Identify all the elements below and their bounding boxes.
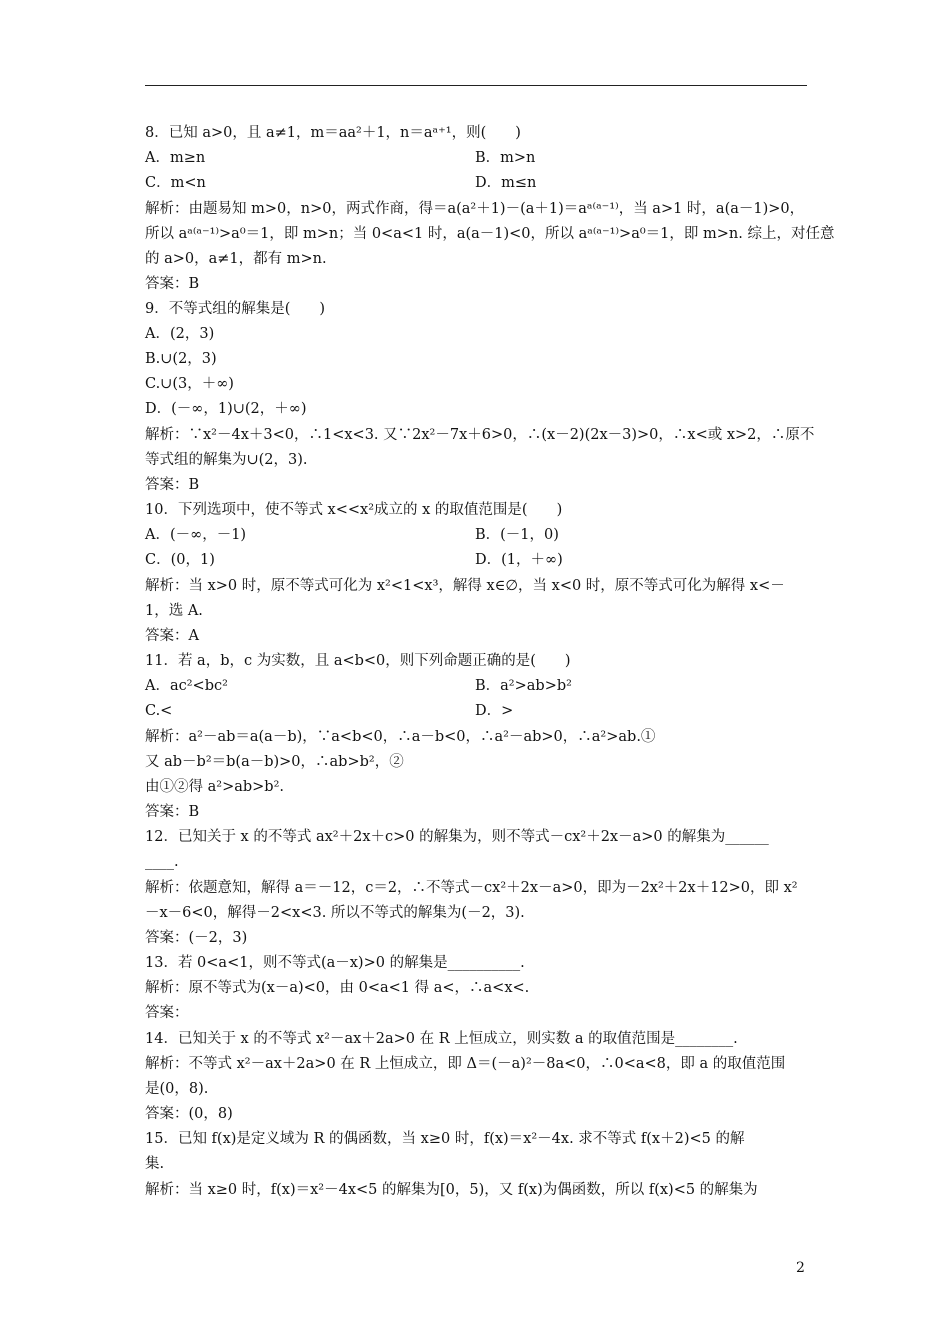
text-line: 又 ab－b²＝b(a－b)>0，∴ab>b²，② (145, 754, 404, 770)
text-line: C.∪(3，＋∞) (145, 376, 234, 392)
text-line: C．m<n (145, 175, 206, 191)
text-line: ____. (145, 854, 179, 870)
text-line: C．(0，1) (145, 552, 215, 568)
text-line: 14．已知关于 x 的不等式 x²－ax＋2a>0 在 R 上恒成立，则实数 a 的取值范围是________. (145, 1031, 738, 1047)
header-rule (145, 85, 807, 86)
text-line: D．(－∞，1)∪(2，＋∞) (145, 401, 307, 417)
text-line: A．m≥n (145, 150, 206, 166)
text-line: C.< (145, 703, 173, 719)
text-line: 13．若 0<a<1，则不等式(a－x)>0 的解集是__________. (145, 955, 525, 971)
text-line: 11．若 a，b，c 为实数，且 a<b<0，则下列命题正确的是( ) (145, 653, 571, 669)
text-line: 答案：B (145, 276, 200, 292)
text-line: 答案：(0，8) (145, 1106, 233, 1122)
text-line: 10．下列选项中，使不等式 x<<x²成立的 x 的取值范围是( ) (145, 502, 563, 518)
text-line: A．(2，3) (145, 326, 215, 342)
text-line: 12．已知关于 x 的不等式 ax²＋2x＋c>0 的解集为，则不等式－cx²＋2x－a>0 的解集为______ (145, 829, 769, 845)
text-line: A．ac²<bc² (145, 678, 228, 694)
option-right: D．> (475, 703, 514, 719)
text-line: 是(0，8). (145, 1081, 209, 1097)
option-right: B．a²>ab>b² (475, 678, 572, 694)
text-line: 集. (145, 1156, 165, 1172)
text-line: 解析：原不等式为(x－a)<0，由 0<a<1 得 a<，∴a<x<. (145, 980, 530, 996)
text-line: 解析：∵x²－4x＋3<0，∴1<x<3. 又∵2x²－7x＋6>0，∴(x－2)(2x－3)>0，∴x<或 x>2，∴原不 (145, 427, 815, 443)
text-line: 解析：由题易知 m>0，n>0，两式作商，得＝a(a²＋1)－(a＋1)＝aᵃ⁽ᵃ⁻¹⁾，当 a>1 时，a(a－1)>0， (145, 201, 805, 217)
text-line: 所以 aᵃ⁽ᵃ⁻¹⁾>a⁰＝1，即 m>n；当 0<a<1 时，a(a－1)<0，所以 aᵃ⁽ᵃ⁻¹⁾>a⁰＝1，即 m>n. 综上，对任意 (145, 226, 835, 242)
option-right: D．m≤n (475, 175, 537, 191)
text-line: 1，选 A. (145, 603, 203, 619)
text-line: 解析：a²－ab＝a(a－b)，∵a<b<0，∴a－b<0，∴a²－ab>0，∴a²>ab.① (145, 729, 656, 745)
text-line: 解析：依题意知，解得 a＝－12，c＝2，∴不等式－cx²＋2x－a>0，即为－2x²＋2x＋12>0，即 x² (145, 880, 798, 896)
text-line: 9．不等式组的解集是( ) (145, 301, 326, 317)
text-line: 解析：不等式 x²－ax＋2a>0 在 R 上恒成立，即 Δ＝(－a)²－8a<0，∴0<a<8，即 a 的取值范围 (145, 1056, 786, 1072)
text-line: －x－6<0，解得－2<x<3. 所以不等式的解集为(－2，3). (145, 905, 525, 921)
text-line: 15．已知 f(x)是定义域为 R 的偶函数，当 x≥0 时，f(x)＝x²－4x. 求不等式 f(x＋2)<5 的解 (145, 1131, 745, 1147)
option-right: B．(－1，0) (475, 527, 559, 543)
text-line: 答案：B (145, 477, 200, 493)
text-line: 等式组的解集为∪(2，3). (145, 452, 308, 468)
text-line: 解析：当 x≥0 时，f(x)＝x²－4x<5 的解集为[0，5)，又 f(x)为偶函数，所以 f(x)<5 的解集为 (145, 1182, 758, 1198)
text-line: 8．已知 a>0，且 a≠1，m＝aa²＋1，n＝aᵃ⁺¹，则( ) (145, 125, 521, 141)
text-line: 答案：A (145, 628, 199, 644)
text-line: B.∪(2，3) (145, 351, 217, 367)
option-right: B．m>n (475, 150, 536, 166)
option-right: D．(1，＋∞) (475, 552, 563, 568)
text-line: 答案： (145, 1005, 189, 1021)
text-line: 的 a>0，a≠1，都有 m>n. (145, 251, 327, 267)
page-number: 2 (796, 1260, 805, 1276)
text-line: 答案：(－2，3) (145, 930, 248, 946)
text-line: A．(－∞，－1) (145, 527, 247, 543)
text-line: 解析：当 x>0 时，原不等式可化为 x²<1<x³，解得 x∈∅，当 x<0 时，原不等式可化为解得 x<－ (145, 578, 785, 594)
text-line: 答案：B (145, 804, 200, 820)
text-line: 由①②得 a²>ab>b². (145, 779, 284, 795)
